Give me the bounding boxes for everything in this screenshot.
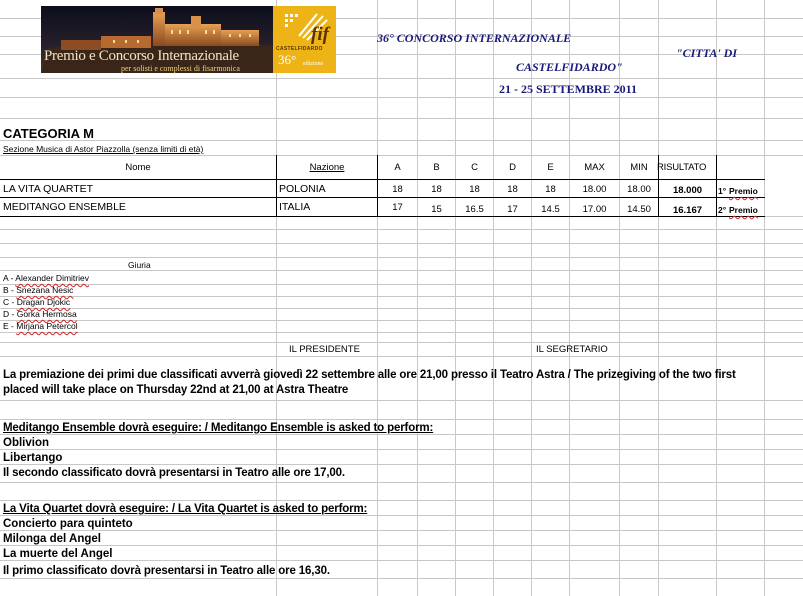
vita-program-title: La Vita Quartet dovrà eseguire: / La Vita Quartet is asked to perform: <box>3 503 368 515</box>
category-title: CATEGORIA M <box>3 126 94 141</box>
logo-edition-label: edizione <box>303 61 324 67</box>
jury-member: B - Snezana Nesic <box>3 285 74 295</box>
logo-edition-number: 36° <box>278 52 297 67</box>
row-score-a: 17 <box>392 202 403 213</box>
president-label: IL PRESIDENTE <box>289 344 360 355</box>
row-score-e: 18 <box>545 184 556 195</box>
row-name: MEDITANGO ENSEMBLE <box>3 201 126 213</box>
row-nation: ITALIA <box>279 201 311 213</box>
logo-subtitle: per solisti e complessi di fisarmonica <box>121 64 240 73</box>
meditango-call-time: Il secondo classificato dovrà presentarsi in Teatro alle ore 17,00. <box>3 467 345 479</box>
row-prize-number: 2° <box>718 205 727 215</box>
col-header-d: D <box>509 162 516 173</box>
contest-title-line1b: "CITTA' DI <box>676 46 738 60</box>
row-score-a: 18 <box>392 184 403 195</box>
row-score-b: 18 <box>431 184 442 195</box>
jury-letter: D <box>3 309 10 319</box>
row-prize: Premio <box>729 205 758 215</box>
jury-name: Mirjana Petercol <box>16 321 78 331</box>
row-score-c: 18 <box>469 184 480 195</box>
jury-name: Gorka Hermosa <box>16 309 77 319</box>
col-header-b: B <box>433 162 440 173</box>
meditango-program-title: Meditango Ensemble dovrà eseguire: / Meditango Ensemble is asked to perform: <box>3 422 434 434</box>
col-header-result: RISULTATO <box>657 162 707 173</box>
row-score-e: 14.5 <box>541 204 560 215</box>
row-score-b: 15 <box>431 204 442 215</box>
jury-letter: A <box>3 273 9 283</box>
category-section: Sezione Musica di Astor Piazzolla (senza limiti di età) <box>3 144 204 154</box>
jury-member: C - Dragan Djokic <box>3 297 71 307</box>
vita-piece: Concierto para quinteto <box>3 518 133 530</box>
row-prize: Premio <box>729 186 758 196</box>
col-header-a: A <box>394 162 401 173</box>
row-score-d: 17 <box>507 204 518 215</box>
award-note-line1: La premiazione dei primi due classificati avverrà giovedì 22 settembre alle ore 21,00 presso il Teatro Astra / The prizegiving of the two first <box>3 369 736 381</box>
row-score-c: 16.5 <box>465 204 484 215</box>
col-header-nation: Nazione <box>309 162 345 173</box>
col-header-c: C <box>471 162 478 173</box>
logo-brand: fif <box>311 24 329 45</box>
jury-member: A - Alexander Dimitriev <box>3 273 89 283</box>
vita-piece: La muerte del Angel <box>3 548 113 560</box>
row-prize-number: 1° <box>718 186 727 196</box>
festival-logo-banner <box>41 6 336 73</box>
contest-title-line2: CASTELFIDARDO" <box>516 60 623 74</box>
logo-brand-sub: CASTELFIDARDO <box>276 46 323 52</box>
row-min: 14.50 <box>627 204 651 215</box>
row-max: 17.00 <box>582 204 607 215</box>
contest-dates: 21 - 25 SETTEMBRE 2011 <box>499 82 638 96</box>
row-name: LA VITA QUARTET <box>3 183 94 195</box>
col-header-min: MIN <box>630 162 648 173</box>
contest-title-line1: 36° CONCORSO INTERNAZIONALE <box>377 31 572 45</box>
row-score-d: 18 <box>507 184 518 195</box>
jury-name: Alexander Dimitriev <box>15 273 89 283</box>
jury-member: D - Gorka Hermosa <box>3 309 77 319</box>
award-note-line2: placed will take place on Thursday 22nd at 21,00 at Astra Theatre <box>3 384 349 396</box>
vita-piece: Milonga del Angel <box>3 533 101 545</box>
meditango-piece: Oblivion <box>3 437 49 449</box>
row-min: 18.00 <box>627 184 651 195</box>
col-header-e: E <box>547 162 554 173</box>
secretary-label: IL SEGRETARIO <box>536 344 608 355</box>
jury-letter: E <box>3 321 9 331</box>
vita-call-time: Il primo classificato dovrà presentarsi in Teatro alle ore 16,30. <box>3 565 330 577</box>
jury-title: Giuria <box>128 260 151 270</box>
jury-letter: C <box>3 297 10 307</box>
jury-name: Dragan Djokic <box>16 297 71 307</box>
jury-name: Snezana Nesic <box>16 285 74 295</box>
jury-member: E - Mirjana Petercol <box>3 321 78 331</box>
meditango-piece: Libertango <box>3 452 63 464</box>
row-max: 18.00 <box>582 184 607 195</box>
col-header-name: Nome <box>125 162 151 173</box>
row-nation: POLONIA <box>279 183 326 195</box>
col-header-max: MAX <box>584 162 605 173</box>
logo-title: Premio e Concorso Internazionale <box>44 48 239 64</box>
row-result: 16.167 <box>672 205 703 216</box>
row-result: 18.000 <box>672 185 703 196</box>
jury-letter: B <box>3 285 9 295</box>
